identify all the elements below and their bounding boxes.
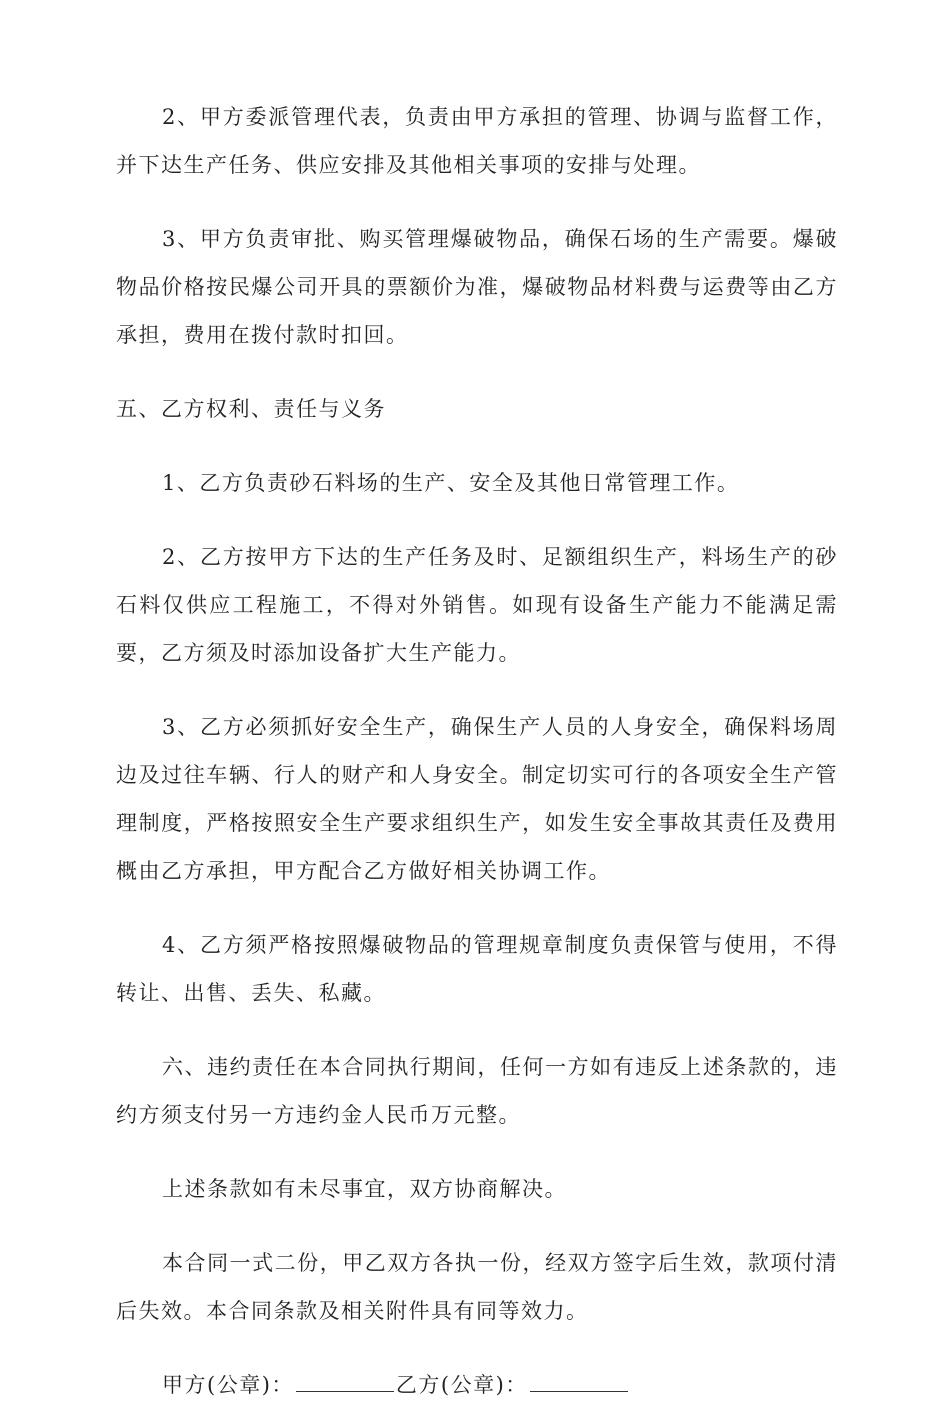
signature-line (116, 1361, 838, 1409)
clause-unresolved: 上述条款如有未尽事宜，双方协商解决。 (162, 1177, 567, 1201)
clause-copies: 本合同一式二份，甲乙双方各执一份，经双方签字后生效，款项付清后失效。本合同条款及相关附件具有同等效力。 (116, 1251, 838, 1323)
party-b-seal-label: 乙方(公章)： (395, 1373, 528, 1397)
party-a-seal-blank (296, 1369, 394, 1392)
section-six-breach: 六、违约责任在本合同执行期间，任何一方如有违反上述条款的，违约方须支付另一方违约金人民币万元整。 (116, 1055, 838, 1127)
clause-b-2: 2、乙方按甲方下达的生产任务及时、足额组织生产，料场生产的砂石料仅供应工程施工，不得对外销售。如现有设备生产能力不能满足需要，乙方须及时添加设备扩大生产能力。 (116, 545, 838, 665)
clause-b-1: 1、乙方负责砂石料场的生产、安全及其他日常管理工作。 (162, 471, 740, 495)
clause-b-3: 3、乙方必须抓好安全生产，确保生产人员的人身安全，确保料场周边及过往车辆、行人的财产和人身安全。制定切实可行的各项安全生产管理制度，严格按照安全生产要求组织生产，如发生安全事故其责任及费用概由乙方承担，甲方配合乙方做好相关协调工作。 (116, 715, 838, 883)
party-b-seal-blank (530, 1369, 628, 1392)
party-a-seal-label: 甲方(公章)： (162, 1373, 294, 1397)
section-heading-five: 五、乙方权利、责任与义务 (116, 397, 386, 421)
clause-a-2: 2、甲方委派管理代表，负责由甲方承担的管理、协调与监督工作，并下达生产任务、供应安排及其他相关事项的安排与处理。 (116, 105, 838, 177)
clause-b-4: 4、乙方须严格按照爆破物品的管理规章制度负责保管与使用，不得转让、出售、丢失、私藏。 (116, 933, 838, 1005)
clause-a-3: 3、甲方负责审批、购买管理爆破物品，确保石场的生产需要。爆破物品价格按民爆公司开具的票额价为准，爆破物品材料费与运费等由乙方承担，费用在拨付款时扣回。 (116, 227, 838, 347)
